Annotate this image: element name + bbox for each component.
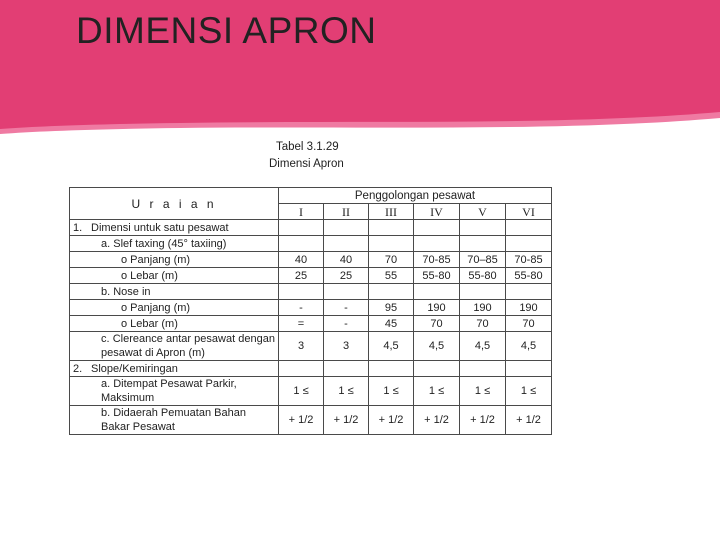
table-row [70, 406, 552, 435]
row-label [70, 377, 279, 406]
table-caption-number: Tabel 3.1.29 [276, 141, 339, 153]
cell-value: + 1/2 [324, 406, 369, 435]
cell-value: + 1/2 [369, 406, 414, 435]
cell-value: - [324, 316, 369, 332]
table-row [70, 377, 552, 406]
cell-value: 45 [369, 316, 414, 332]
class-header-4: IV [414, 204, 460, 220]
apron-dimension-table [69, 187, 552, 435]
item-label: o Panjang (m) [121, 253, 191, 266]
cell-value: 1 ≤ [324, 377, 369, 406]
cell-value: 70 [414, 316, 460, 332]
cell-value: - [279, 300, 324, 316]
cell-value: 40 [279, 252, 324, 268]
table-row [70, 220, 552, 236]
row-label [70, 236, 279, 252]
sub-label: c. Clereance antar pesawat dengan pesawat di Apron (m) [101, 333, 275, 359]
cell-value: 4,5 [506, 332, 552, 361]
cell-value: 4,5 [460, 332, 506, 361]
cell-value: 40 [324, 252, 369, 268]
sub-label: a. Ditempat Pesawat Parkir, Maksimum [101, 378, 237, 404]
cell-value: 4,5 [414, 332, 460, 361]
table-row [70, 361, 552, 377]
cell-value: 55-80 [414, 268, 460, 284]
cell-value: 3 [279, 332, 324, 361]
uraian-header: U r a i a n [70, 188, 279, 220]
item-label: o Lebar (m) [121, 317, 178, 330]
group-header: Penggolongan pesawat [279, 188, 552, 204]
cell-value: + 1/2 [460, 406, 506, 435]
cell-value: 190 [460, 300, 506, 316]
class-header-2: II [324, 204, 369, 220]
section-number: 2. [73, 362, 83, 375]
section-label: Dimensi untuk satu pesawat [91, 221, 229, 234]
cell-value: 1 ≤ [506, 377, 552, 406]
class-header-3: III [369, 204, 414, 220]
class-header-1: I [279, 204, 324, 220]
row-label [70, 406, 279, 435]
table-row [70, 284, 552, 300]
cell-value: + 1/2 [414, 406, 460, 435]
cell-value: 4,5 [369, 332, 414, 361]
cell-value: 55-80 [506, 268, 552, 284]
row-label [70, 300, 279, 316]
item-label: o Lebar (m) [121, 269, 178, 282]
sub-label: a. Slef taxing (45° taxiing) [101, 237, 227, 250]
cell-value: 70-85 [414, 252, 460, 268]
sub-label: b. Nose in [101, 285, 151, 298]
cell-value: 95 [369, 300, 414, 316]
row-label [70, 252, 279, 268]
cell-value: 25 [324, 268, 369, 284]
cell-value: 70-85 [506, 252, 552, 268]
cell-value: 70 [506, 316, 552, 332]
cell-value: + 1/2 [279, 406, 324, 435]
cell-value: + 1/2 [506, 406, 552, 435]
cell-value: - [324, 300, 369, 316]
cell-value: 1 ≤ [460, 377, 506, 406]
cell-value: 1 ≤ [279, 377, 324, 406]
table-caption-title: Dimensi Apron [269, 158, 344, 170]
item-label: o Panjang (m) [121, 301, 191, 314]
cell-value: = [279, 316, 324, 332]
cell-value: 25 [279, 268, 324, 284]
cell-value: 70–85 [460, 252, 506, 268]
cell-value: 1 ≤ [369, 377, 414, 406]
row-label [70, 284, 279, 300]
row-label [70, 332, 279, 361]
section-label: Slope/Kemiringan [91, 362, 178, 375]
class-header-5: V [460, 204, 506, 220]
cell-value: 70 [369, 252, 414, 268]
table-row [70, 332, 552, 361]
cell-value: 190 [414, 300, 460, 316]
table-row [70, 236, 552, 252]
cell-value: 55 [369, 268, 414, 284]
slide-title: DIMENSI APRON [76, 10, 377, 51]
table-row [70, 300, 552, 316]
sub-label: b. Didaerah Pemuatan Bahan Bakar Pesawat [101, 407, 246, 433]
row-label [70, 316, 279, 332]
class-header-6: VI [506, 204, 552, 220]
row-label [70, 220, 279, 236]
row-label [70, 268, 279, 284]
cell-value: 70 [460, 316, 506, 332]
table-row [70, 268, 552, 284]
header-row [70, 188, 552, 204]
table-row [70, 316, 552, 332]
cell-value: 190 [506, 300, 552, 316]
row-label [70, 361, 279, 377]
cell-value: 3 [324, 332, 369, 361]
section-number: 1. [73, 221, 83, 234]
cell-value: 55-80 [460, 268, 506, 284]
cell-value: 1 ≤ [414, 377, 460, 406]
table-row [70, 252, 552, 268]
